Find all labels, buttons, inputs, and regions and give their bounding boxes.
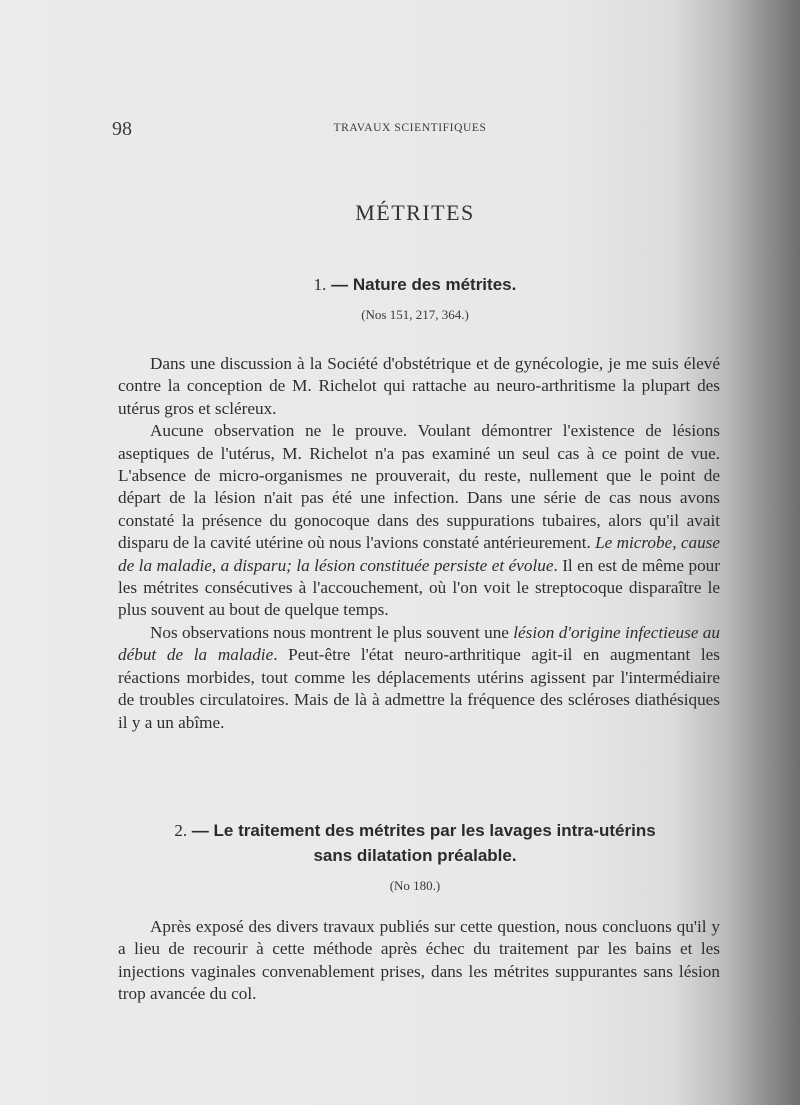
item-1-title: Nature des métrites. (352, 275, 517, 294)
item-2-body (118, 916, 720, 1006)
item-2-paragraph-1: Après exposé des divers travaux publiés sur cette question, nous concluons qu'il y a lieu de recourir à cette méthode après échec du traitement par les bains et les injections vaginales convenablement prises, dans les métrites suppurantes sans lésion trop avancée du col. (118, 917, 720, 1004)
item-1-paragraph-3-text-a: Nos observations nous montrent le plus souvent une (150, 622, 514, 642)
page-number: 98 (112, 118, 132, 140)
item-2-heading-line-1 (0, 818, 800, 843)
item-2-title-line-2: sans dilatation préalable. (313, 846, 517, 865)
item-1-paragraph-1: Dans une discussion à la Société d'obstétrique et de gynécologie, je me suis élevé contre la conception de M. Richelot qui rattache au neuro-arthritisme la plupart des utérus gros et scléreux. (118, 354, 720, 418)
item-1-paragraph-3-text-b: . Peut-être l'état neuro-arthritique agit-il en augmentant les réactions morbides, tout comme les déplacements utérins agissent par l'intermédiaire de troubles circulatoires. Mais de là à admettre la fréquence des scléroses diathésiques il y a un abîme. (118, 645, 720, 732)
item-1-dash: — (326, 275, 353, 294)
item-2-reference: (No 180.) (389, 878, 441, 893)
section-title: MÉTRITES (355, 200, 475, 225)
item-1-body (118, 353, 720, 734)
item-1-paragraph-3 (118, 622, 720, 734)
item-2-number: 2. (174, 821, 188, 840)
item-2-dash: — (187, 821, 214, 840)
running-title: TRAVAUX SCIENTIFIQUES (333, 122, 487, 134)
item-1-reference: (Nos 151, 217, 364.) (361, 307, 469, 322)
item-1-paragraph-2 (118, 420, 720, 622)
item-1-paragraph-2-italic: Le microbe, cause de la maladie, a disparu; la lésion constituée persiste et évolue (118, 533, 720, 575)
item-1-heading (0, 272, 800, 297)
item-1-number: 1. (313, 275, 327, 294)
item-1-paragraph-3-italic: lésion d'origine infectieuse au début de la maladie (118, 622, 720, 665)
item-1-paragraph-2-text-b: . Il en est de même pour les métrites consécutives à l'accouchement, où l'on voit le streptocoque disparaître le plus souvent au bout de quelque temps. (118, 555, 720, 620)
item-1-paragraph-2-text-a: Aucune observation ne le prouve. Voulant démontrer l'existence de lésions aseptiques de l'utérus, M. Richelot n'a pas examiné un seul cas à ce point de vue. L'absence de micro-organismes ne prouverait, du reste, nullement que le point de départ de la lésion n'ait pas été une infection. Dans une série de cas nous avons constaté la présence du gonocoque dans des suppurations tubaires, alors qu'il avait disparu de la cavité utérine où nous l'avions constaté antérieurement. (118, 421, 720, 553)
item-2-title-line-1: Le traitement des métrites par les lavages intra-utérins (213, 821, 656, 840)
item-2-heading (0, 818, 800, 868)
